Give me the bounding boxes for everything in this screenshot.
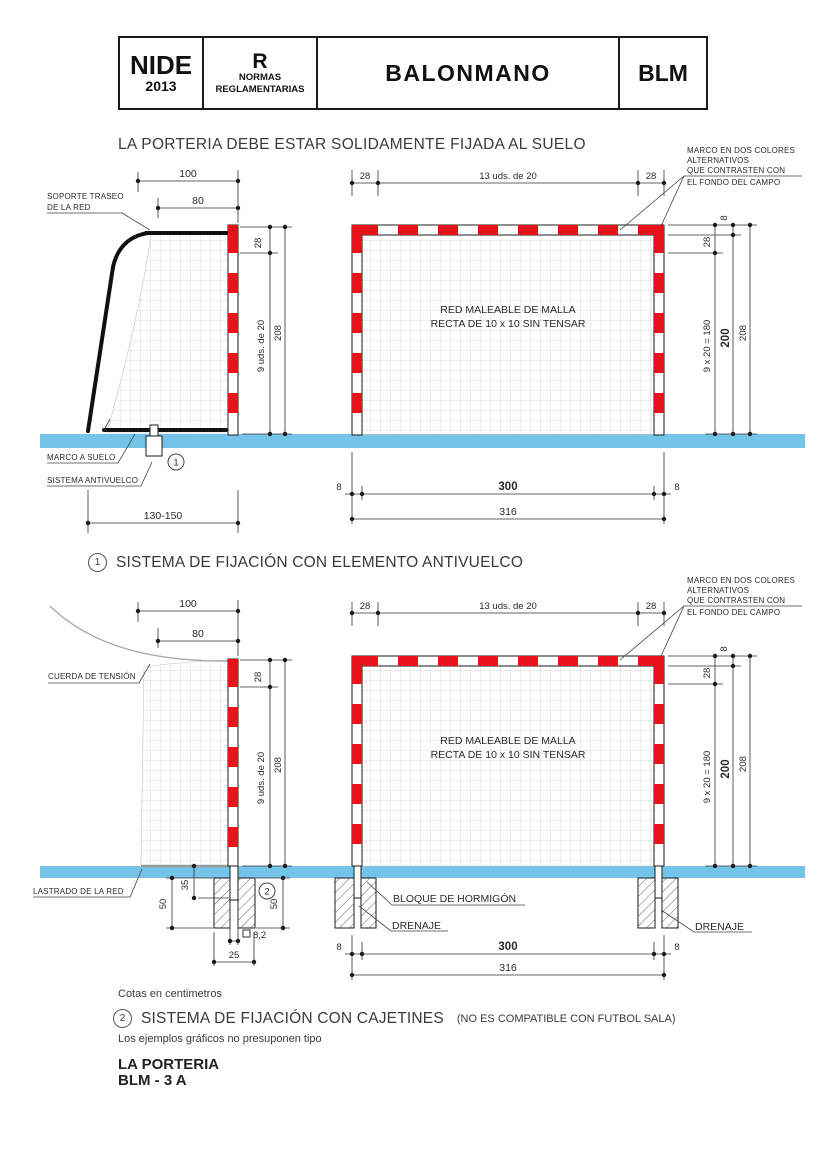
dim-200: 200 xyxy=(720,328,732,348)
section-antivuelco xyxy=(40,146,805,533)
sheet-footer xyxy=(118,1057,219,1089)
label-antivuelco: SISTEMA ANTIVUELCO xyxy=(47,476,139,485)
sport-name: BALONMANO xyxy=(385,59,551,86)
label-drenaje-right: DRENAJE xyxy=(695,921,745,933)
goal-post-side xyxy=(228,225,238,435)
dim-depth-100-2: 100 xyxy=(179,598,197,610)
goal-net-front-2 xyxy=(362,666,654,866)
dim-28-side-2: 28 xyxy=(253,671,264,683)
net-spec-line2: RECTA DE 10 x 10 SIN TENSAR xyxy=(430,318,586,330)
goal-post-side-2 xyxy=(228,659,238,866)
net-spec-line1: RED MALEABLE DE MALLA xyxy=(440,304,576,316)
dim-8-left: 8 xyxy=(336,482,342,493)
tension-cord xyxy=(50,606,232,661)
dim-9x20: 9 x 20 = 180 xyxy=(702,319,713,373)
square-section-icon xyxy=(243,930,250,937)
goal-net-side xyxy=(107,234,228,433)
dim-208: 208 xyxy=(738,325,749,341)
footer-line2: BLM - 3 A xyxy=(118,1072,187,1089)
dim-300-2: 300 xyxy=(498,941,518,953)
dim-9uds-side-2: 9 uds. de 20 xyxy=(256,751,267,805)
note-line2: ALTERNATIVOS xyxy=(687,156,750,165)
note2-line2: ALTERNATIVOS xyxy=(687,586,750,595)
net-spec2-line2: RECTA DE 10 x 10 SIN TENSAR xyxy=(430,749,586,761)
section-cajetines xyxy=(33,576,805,980)
dim-8-bar: 8 xyxy=(719,215,730,221)
regulation-line2: REGLAMENTARIAS xyxy=(215,83,305,95)
page-title: LA PORTERIA DEBE ESTAR SOLIDAMENTE FIJADA AL SUELO xyxy=(118,136,586,153)
frame-colour-note-2 xyxy=(620,576,802,660)
note-line1: MARCO EN DOS COLORES xyxy=(687,146,796,155)
caption-2-number: 2 xyxy=(113,1009,132,1028)
label-cuerda: CUERDA DE TENSIÓN xyxy=(48,672,136,681)
goal-net-front xyxy=(362,235,654,435)
dim-28-side: 28 xyxy=(253,237,264,249)
floor-band-2 xyxy=(40,866,805,878)
dim-8-left-2: 8 xyxy=(336,942,342,953)
caption-1-text: SISTEMA DE FIJACIÓN CON ELEMENTO ANTIVUELCO xyxy=(116,553,524,571)
label-soporte-line2: DE LA RED xyxy=(47,203,91,212)
dim-316: 316 xyxy=(499,506,517,518)
label-drenaje-left: DRENAJE xyxy=(392,920,442,932)
side-view-1 xyxy=(88,225,238,456)
front-view-2 xyxy=(335,656,752,933)
dim-200-2: 200 xyxy=(720,759,732,779)
note2-line1: MARCO EN DOS COLORES xyxy=(687,576,796,585)
detail-callout-2-number: 2 xyxy=(264,886,270,898)
side-view-2 xyxy=(50,606,255,928)
dim-130-150: 130-150 xyxy=(143,510,183,522)
front-view-1 xyxy=(352,225,664,435)
dim-depth-100: 100 xyxy=(179,168,197,180)
dim-depth-80: 80 xyxy=(192,195,204,207)
dim-28-top-2: 28 xyxy=(702,667,713,679)
regulation-line1: NORMAS xyxy=(238,71,282,83)
dim-depth-80-2: 80 xyxy=(192,628,204,640)
dim-28-left: 28 xyxy=(359,171,371,182)
caption-1-number: 1 xyxy=(88,553,107,572)
height-dims-2 xyxy=(668,646,757,868)
dim-208-side: 208 xyxy=(273,325,284,341)
caption-2-suffix: (NO ES COMPATIBLE CON FUTBOL SALA) xyxy=(456,1012,676,1025)
dim-25: 25 xyxy=(228,950,240,961)
examples-note: Los ejemplos gráficos no presuponen tipo xyxy=(118,1033,322,1045)
caption-detail-1 xyxy=(88,553,523,572)
dim-8-bar-2: 8 xyxy=(719,646,730,652)
label-marco-suelo: MARCO A SUELO xyxy=(47,453,116,462)
height-dims-1 xyxy=(668,215,757,436)
dim-300: 300 xyxy=(498,481,518,493)
dim-13uds-2: 13 uds. de 20 xyxy=(479,601,537,612)
dim-208-side-2: 208 xyxy=(273,757,284,773)
detail-callout-1-number: 1 xyxy=(173,457,179,469)
label-soporte-line1: SOPORTE TRASEO xyxy=(47,192,124,201)
dim-13uds: 13 uds. de 20 xyxy=(479,171,537,182)
net-spec2-line1: RED MALEABLE DE MALLA xyxy=(440,735,576,747)
dim-316-2: 316 xyxy=(499,962,517,974)
regulation-letter: R xyxy=(252,49,268,73)
note2-line4: EL FONDO DEL CAMPO xyxy=(687,608,781,617)
dim-28-left-2: 28 xyxy=(359,601,371,612)
program-name: NIDE xyxy=(129,50,193,80)
dim-9x20-2: 9 x 20 = 180 xyxy=(702,750,713,804)
label-bloque: BLOQUE DE HORMIGÓN xyxy=(393,893,517,905)
dim-50-left: 50 xyxy=(158,898,169,910)
caption-detail-2 xyxy=(113,1009,675,1028)
dim-8-right: 8 xyxy=(674,482,680,493)
units-note: Cotas en centimetros xyxy=(118,988,222,1000)
side-view-labels-2 xyxy=(33,664,150,897)
program-year: 2013 xyxy=(145,78,177,94)
note-line3: QUE CONTRASTEN CON xyxy=(687,166,786,175)
frame-colour-note-1 xyxy=(620,146,802,230)
note-line4: EL FONDO DEL CAMPO xyxy=(687,178,781,187)
sheet-code: BLM xyxy=(638,59,688,86)
dim-8-right-2: 8 xyxy=(674,942,680,953)
note2-line3: QUE CONTRASTEN CON xyxy=(687,596,786,605)
dim-208-2: 208 xyxy=(738,756,749,772)
dim-8-2: 8,2 xyxy=(253,930,267,941)
caption-2-text: SISTEMA DE FIJACIÓN CON CAJETINES xyxy=(141,1009,444,1027)
dim-50-right: 50 xyxy=(269,898,280,910)
dim-28-right: 28 xyxy=(645,171,657,182)
dim-35: 35 xyxy=(180,879,191,891)
dim-28-top: 28 xyxy=(702,236,713,248)
label-lastrado: LASTRADO DE LA RED xyxy=(33,887,124,896)
footer-line1: LA PORTERIA xyxy=(118,1056,220,1073)
dim-9uds-side: 9 uds. de 20 xyxy=(256,319,267,373)
goal-net-side-2 xyxy=(141,660,229,866)
dim-28-right-2: 28 xyxy=(645,601,657,612)
